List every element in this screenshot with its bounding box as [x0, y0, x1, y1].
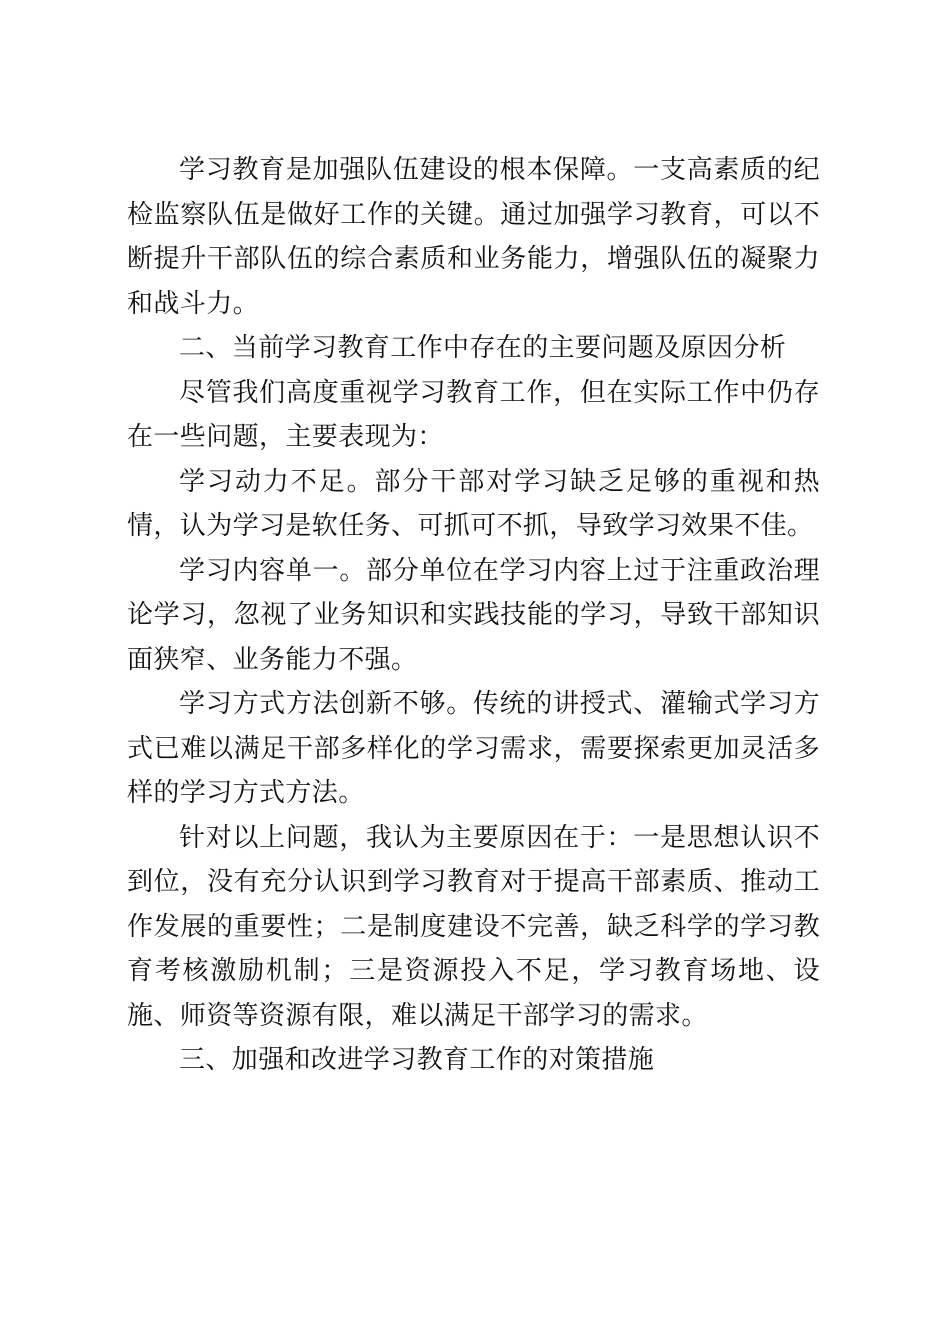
paragraph-root-causes: 针对以上问题，我认为主要原因在于：一是思想认识不到位，没有充分认识到学习教育对于提高干部素质、推动工作发展的重要性；二是制度建设不完善，缺乏科学的学习教育考核激励机制；三是资源投入不足，学习教育场地、设施、师资等资源有限，难以满足干部学习的需求。 [127, 822, 820, 1031]
paragraph-single-content: 学习内容单一。部分单位在学习内容上过于注重政治理论学习，忽视了业务知识和实践技能的学习，导致干部知识面狭窄、业务能力不强。 [127, 555, 820, 675]
paragraph-problems-intro: 尽管我们高度重视学习教育工作，但在实际工作中仍存在一些问题，主要表现为： [127, 377, 820, 452]
paragraph-learning-education-guarantee: 学习教育是加强队伍建设的根本保障。一支高素质的纪检监察队伍是做好工作的关键。通过加强学习教育，可以不断提升干部队伍的综合素质和业务能力，增强队伍的凝聚力和战斗力。 [127, 155, 820, 319]
section-heading-countermeasures: 三、加强和改进学习教育工作的对策措施 [179, 1045, 655, 1075]
paragraph-method-innovation: 学习方式方法创新不够。传统的讲授式、灌输式学习方式已难以满足干部多样化的学习需求，需要探索更加灵活多样的学习方式方法。 [127, 689, 820, 808]
document-body [127, 148, 820, 1083]
section-heading-problems-analysis: 二、当前学习教育工作中存在的主要问题及原因分析 [179, 333, 787, 363]
paragraph-lack-of-motivation: 学习动力不足。部分干部对学习缺乏足够的重视和热情，认为学习是软任务、可抓可不抓，导致学习效果不佳。 [127, 466, 820, 541]
